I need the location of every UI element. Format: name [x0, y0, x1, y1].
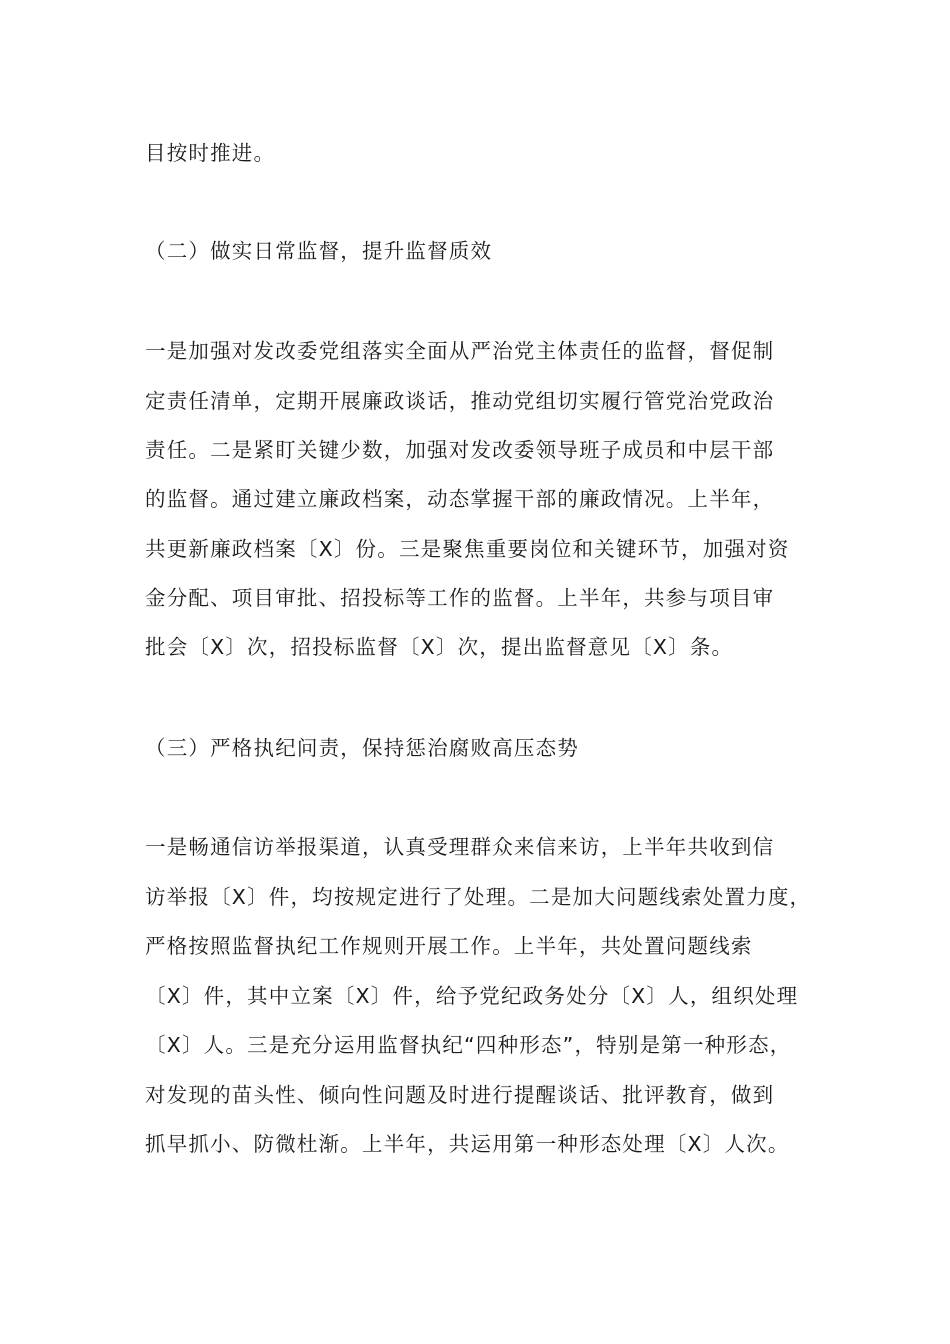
paragraph-2-line-3: 责任。二是紧盯关键少数，加强对发改委领导班子成员和中层干部 [145, 438, 775, 462]
paragraph-3-line-1: 一是畅通信访举报渠道，认真受理群众来信来访，上半年共收到信 [145, 835, 775, 859]
paragraph-2-line-2: 定责任清单，定期开展廉政谈话，推动党组切实履行管党治党政治 [145, 389, 775, 413]
section-heading-2: （二）做实日常监督，提升监督质效 [145, 239, 493, 263]
paragraph-3-line-4: 〔X〕件，其中立案〔X〕件，给予党纪政务处分〔X〕人，组织处理 [145, 984, 799, 1008]
paragraph-3-line-3: 严格按照监督执纪工作规则开展工作。上半年，共处置问题线索 [145, 934, 753, 958]
paragraph-3-line-2: 访举报〔X〕件，均按规定进行了处理。二是加大问题线索处置力度， [145, 885, 812, 909]
paragraph-2-line-7: 批会〔X〕次，招投标监督〔X〕次，提出监督意见〔X〕条。 [145, 635, 734, 659]
paragraph-2-line-1: 一是加强对发改委党组落实全面从严治党主体责任的监督，督促制 [145, 339, 775, 363]
paragraph-2-line-5: 共更新廉政档案〔X〕份。三是聚焦重要岗位和关键环节，加强对资 [145, 537, 790, 561]
paragraph-3-line-7: 抓早抓小、防微杜渐。上半年，共运用第一种形态处理〔X〕人次。 [145, 1132, 790, 1156]
paragraph-3-line-6: 对发现的苗头性、倾向性问题及时进行提醒谈话、批评教育，做到 [145, 1083, 775, 1107]
section-heading-3: （三）严格执纪问责，保持惩治腐败高压态势 [145, 736, 579, 760]
text-line-continuation: 目按时推进。 [145, 141, 276, 165]
paragraph-2-line-4: 的监督。通过建立廉政档案，动态掌握干部的廉政情况。上半年， [145, 487, 775, 511]
paragraph-2-line-6: 金分配、项目审批、招投标等工作的监督。上半年，共参与项目审 [145, 586, 775, 610]
paragraph-3-line-5: 〔X〕人。三是充分运用监督执纪“四种形态”，特别是第一种形态， [145, 1033, 792, 1057]
